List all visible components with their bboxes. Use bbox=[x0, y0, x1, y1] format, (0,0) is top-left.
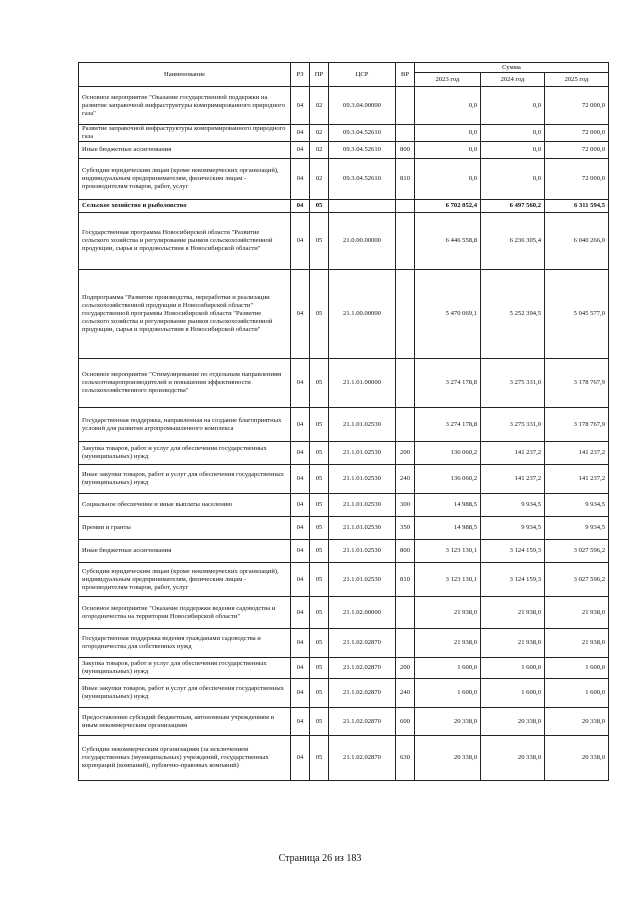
cell-pr: 05 bbox=[310, 736, 329, 781]
cell-vr bbox=[396, 200, 415, 213]
cell-2024: 0,0 bbox=[481, 87, 545, 125]
cell-2024: 9 934,5 bbox=[481, 517, 545, 540]
header-rz: РЗ bbox=[291, 63, 310, 87]
cell-vr: 810 bbox=[396, 159, 415, 200]
cell-csr: 21.1.01.02530 bbox=[329, 517, 396, 540]
table-row bbox=[79, 563, 609, 597]
cell-name: Иные бюджетные ассигнования bbox=[79, 142, 291, 159]
table-row bbox=[79, 465, 609, 494]
cell-name: Государственная поддержка ведения гражданами садоводства и огородничества для собственных нужд bbox=[79, 629, 291, 658]
cell-vr: 800 bbox=[396, 540, 415, 563]
cell-pr: 05 bbox=[310, 465, 329, 494]
table-row bbox=[79, 408, 609, 442]
cell-pr: 05 bbox=[310, 359, 329, 408]
cell-2024: 3 275 331,0 bbox=[481, 359, 545, 408]
cell-name: Премии и гранты bbox=[79, 517, 291, 540]
cell-2023: 6 446 558,8 bbox=[415, 213, 481, 270]
cell-name: Закупка товаров, работ и услуг для обеспечения государственных (муниципальных) нужд bbox=[79, 442, 291, 465]
cell-vr bbox=[396, 408, 415, 442]
cell-rz: 04 bbox=[291, 142, 310, 159]
cell-2025: 72 000,0 bbox=[545, 87, 609, 125]
cell-pr: 05 bbox=[310, 629, 329, 658]
cell-rz: 04 bbox=[291, 517, 310, 540]
cell-csr: 21.1.01.02530 bbox=[329, 465, 396, 494]
cell-rz: 04 bbox=[291, 213, 310, 270]
table-row bbox=[79, 213, 609, 270]
table-row bbox=[79, 629, 609, 658]
table-row bbox=[79, 540, 609, 563]
cell-2024: 21 938,0 bbox=[481, 629, 545, 658]
header-sum: Сумма bbox=[415, 63, 609, 73]
cell-2024: 3 124 159,3 bbox=[481, 540, 545, 563]
cell-2023: 14 988,5 bbox=[415, 494, 481, 517]
cell-vr: 800 bbox=[396, 142, 415, 159]
cell-2024: 6 236 305,4 bbox=[481, 213, 545, 270]
cell-csr: 09.3.04.00000 bbox=[329, 87, 396, 125]
cell-name: Социальное обеспечение и иные выплаты населению bbox=[79, 494, 291, 517]
cell-name: Основное мероприятие "Оказание государственной поддержки на развитие заправочной инфраструктуры компримированного природного газа" bbox=[79, 87, 291, 125]
cell-vr: 810 bbox=[396, 563, 415, 597]
cell-2025: 20 338,0 bbox=[545, 708, 609, 736]
cell-pr: 02 bbox=[310, 159, 329, 200]
cell-pr: 02 bbox=[310, 87, 329, 125]
cell-2025: 1 600,0 bbox=[545, 679, 609, 708]
cell-2025: 20 338,0 bbox=[545, 736, 609, 781]
cell-2024: 6 497 560,2 bbox=[481, 200, 545, 213]
cell-2023: 136 060,2 bbox=[415, 465, 481, 494]
cell-2024: 20 338,0 bbox=[481, 736, 545, 781]
cell-name: Закупка товаров, работ и услуг для обеспечения государственных (муниципальных) нужд bbox=[79, 658, 291, 679]
cell-pr: 05 bbox=[310, 408, 329, 442]
cell-2025: 21 938,0 bbox=[545, 597, 609, 629]
cell-csr: 09.3.04.52610 bbox=[329, 125, 396, 142]
cell-rz: 04 bbox=[291, 87, 310, 125]
cell-pr: 05 bbox=[310, 597, 329, 629]
cell-csr: 21.1.02.02870 bbox=[329, 658, 396, 679]
cell-2023: 6 702 052,4 bbox=[415, 200, 481, 213]
cell-2024: 1 600,0 bbox=[481, 679, 545, 708]
cell-csr: 09.3.04.52610 bbox=[329, 142, 396, 159]
cell-2024: 21 938,0 bbox=[481, 597, 545, 629]
header-csr: ЦСР bbox=[329, 63, 396, 87]
cell-rz: 04 bbox=[291, 125, 310, 142]
table-row bbox=[79, 517, 609, 540]
table-row bbox=[79, 159, 609, 200]
table-row bbox=[79, 494, 609, 517]
table-row bbox=[79, 679, 609, 708]
cell-2025: 141 237,2 bbox=[545, 465, 609, 494]
cell-2023: 3 274 178,8 bbox=[415, 359, 481, 408]
cell-csr: 09.3.04.52610 bbox=[329, 159, 396, 200]
cell-csr bbox=[329, 200, 396, 213]
cell-2023: 3 274 178,8 bbox=[415, 408, 481, 442]
cell-2024: 0,0 bbox=[481, 159, 545, 200]
cell-rz: 04 bbox=[291, 359, 310, 408]
cell-pr: 05 bbox=[310, 563, 329, 597]
cell-csr: 21.1.02.02870 bbox=[329, 679, 396, 708]
header-year-2024: 2024 год bbox=[481, 73, 545, 87]
cell-rz: 04 bbox=[291, 465, 310, 494]
budget-table bbox=[78, 62, 609, 781]
cell-vr bbox=[396, 270, 415, 359]
cell-pr: 05 bbox=[310, 679, 329, 708]
cell-2024: 3 275 331,0 bbox=[481, 408, 545, 442]
cell-csr: 21.1.01.02530 bbox=[329, 563, 396, 597]
cell-vr: 240 bbox=[396, 679, 415, 708]
cell-name: Субсидии юридическим лицам (кроме некоммерческих организаций), индивидуальным предпринимателям, физическим лицам - производителям товаров, работ, услуг bbox=[79, 563, 291, 597]
header-pr: ПР bbox=[310, 63, 329, 87]
cell-pr: 05 bbox=[310, 540, 329, 563]
cell-2024: 9 934,5 bbox=[481, 494, 545, 517]
cell-2023: 5 470 069,1 bbox=[415, 270, 481, 359]
table-row bbox=[79, 87, 609, 125]
cell-csr: 21.1.02.02870 bbox=[329, 629, 396, 658]
cell-rz: 04 bbox=[291, 708, 310, 736]
cell-csr: 21.1.01.00000 bbox=[329, 359, 396, 408]
cell-rz: 04 bbox=[291, 442, 310, 465]
cell-2025: 3 178 767,9 bbox=[545, 408, 609, 442]
cell-vr bbox=[396, 125, 415, 142]
cell-csr: 21.1.01.02530 bbox=[329, 408, 396, 442]
cell-vr: 600 bbox=[396, 708, 415, 736]
cell-2025: 9 934,5 bbox=[545, 517, 609, 540]
cell-vr: 200 bbox=[396, 442, 415, 465]
cell-name: Субсидии некоммерческим организациям (за исключением государственных (муниципальных) учреждений, государственных корпораций (компаний), публично-правовых компаний) bbox=[79, 736, 291, 781]
cell-name: Государственная поддержка, направленная на создание благоприятных условий для развития агропромышленного комплекса bbox=[79, 408, 291, 442]
cell-pr: 05 bbox=[310, 494, 329, 517]
page-number: Страница 26 из 183 bbox=[278, 853, 362, 864]
cell-rz: 04 bbox=[291, 736, 310, 781]
cell-rz: 04 bbox=[291, 540, 310, 563]
cell-pr: 05 bbox=[310, 200, 329, 213]
cell-vr: 240 bbox=[396, 465, 415, 494]
cell-rz: 04 bbox=[291, 159, 310, 200]
cell-csr: 21.1.02.02870 bbox=[329, 708, 396, 736]
cell-name: Субсидии юридическим лицам (кроме некоммерческих организаций), индивидуальным предпринимателям, физическим лицам - производителям товаров, работ, услуг bbox=[79, 159, 291, 200]
cell-pr: 05 bbox=[310, 517, 329, 540]
cell-2025: 72 000,0 bbox=[545, 142, 609, 159]
cell-csr: 21.1.01.02530 bbox=[329, 540, 396, 563]
header-year-2023: 2023 год bbox=[415, 73, 481, 87]
cell-pr: 05 bbox=[310, 708, 329, 736]
cell-2023: 20 338,0 bbox=[415, 708, 481, 736]
cell-rz: 04 bbox=[291, 200, 310, 213]
cell-2025: 141 237,2 bbox=[545, 442, 609, 465]
cell-vr bbox=[396, 87, 415, 125]
cell-2023: 20 338,0 bbox=[415, 736, 481, 781]
cell-rz: 04 bbox=[291, 270, 310, 359]
cell-vr: 300 bbox=[396, 494, 415, 517]
table-row bbox=[79, 736, 609, 781]
cell-name: Иные закупки товаров, работ и услуг для обеспечения государственных (муниципальных) нужд bbox=[79, 679, 291, 708]
cell-2025: 1 600,0 bbox=[545, 658, 609, 679]
cell-rz: 04 bbox=[291, 494, 310, 517]
cell-2025: 72 000,0 bbox=[545, 125, 609, 142]
cell-pr: 05 bbox=[310, 270, 329, 359]
cell-2025: 21 938,0 bbox=[545, 629, 609, 658]
cell-name: Основное мероприятие "Стимулирование по отдельным направлениям сельхозтоваропроизводителей и повышения эффективности сельскохозяйственного производства" bbox=[79, 359, 291, 408]
cell-2024: 5 252 394,5 bbox=[481, 270, 545, 359]
cell-2024: 0,0 bbox=[481, 125, 545, 142]
cell-pr: 05 bbox=[310, 213, 329, 270]
cell-2023: 14 988,5 bbox=[415, 517, 481, 540]
table-row bbox=[79, 708, 609, 736]
cell-rz: 04 bbox=[291, 408, 310, 442]
cell-2023: 21 938,0 bbox=[415, 597, 481, 629]
cell-2025: 3 027 596,2 bbox=[545, 563, 609, 597]
cell-2025: 3 178 767,9 bbox=[545, 359, 609, 408]
cell-pr: 05 bbox=[310, 658, 329, 679]
cell-2024: 0,0 bbox=[481, 142, 545, 159]
cell-rz: 04 bbox=[291, 563, 310, 597]
cell-2025: 6 311 594,5 bbox=[545, 200, 609, 213]
cell-2023: 136 060,2 bbox=[415, 442, 481, 465]
header-vr: ВР bbox=[396, 63, 415, 87]
cell-name: Основное мероприятие "Оказание поддержки ведения садоводства и огородничества на территории Новосибирской области" bbox=[79, 597, 291, 629]
cell-csr: 21.1.02.02870 bbox=[329, 736, 396, 781]
cell-rz: 04 bbox=[291, 658, 310, 679]
table-row bbox=[79, 442, 609, 465]
table-row bbox=[79, 597, 609, 629]
cell-vr: 350 bbox=[396, 517, 415, 540]
cell-2023: 21 938,0 bbox=[415, 629, 481, 658]
cell-pr: 05 bbox=[310, 442, 329, 465]
cell-2024: 20 338,0 bbox=[481, 708, 545, 736]
cell-pr: 02 bbox=[310, 125, 329, 142]
cell-2025: 6 040 266,0 bbox=[545, 213, 609, 270]
cell-rz: 04 bbox=[291, 629, 310, 658]
header-year-2025: 2025 год bbox=[545, 73, 609, 87]
cell-vr: 200 bbox=[396, 658, 415, 679]
cell-rz: 04 bbox=[291, 597, 310, 629]
table-body bbox=[79, 87, 609, 781]
cell-name: Иные бюджетные ассигнования bbox=[79, 540, 291, 563]
cell-2024: 3 124 159,3 bbox=[481, 563, 545, 597]
cell-2023: 1 600,0 bbox=[415, 679, 481, 708]
cell-2025: 3 027 596,2 bbox=[545, 540, 609, 563]
cell-vr bbox=[396, 597, 415, 629]
cell-2025: 72 000,0 bbox=[545, 159, 609, 200]
cell-2024: 141 237,2 bbox=[481, 442, 545, 465]
cell-csr: 21.1.00.00000 bbox=[329, 270, 396, 359]
cell-vr bbox=[396, 359, 415, 408]
cell-csr: 21.0.00.00000 bbox=[329, 213, 396, 270]
table-row bbox=[79, 270, 609, 359]
cell-2023: 0,0 bbox=[415, 87, 481, 125]
table-row bbox=[79, 142, 609, 159]
cell-csr: 21.1.02.00000 bbox=[329, 597, 396, 629]
table-row bbox=[79, 359, 609, 408]
budget-table-container bbox=[78, 62, 608, 781]
cell-pr: 02 bbox=[310, 142, 329, 159]
cell-2023: 3 123 130,1 bbox=[415, 563, 481, 597]
header-name: Наименование bbox=[79, 63, 291, 87]
cell-2023: 0,0 bbox=[415, 142, 481, 159]
table-row bbox=[79, 658, 609, 679]
cell-2023: 1 600,0 bbox=[415, 658, 481, 679]
cell-csr: 21.1.01.02530 bbox=[329, 494, 396, 517]
cell-rz: 04 bbox=[291, 679, 310, 708]
cell-name: Предоставление субсидий бюджетным, автономным учреждениям и иным некоммерческим организациям bbox=[79, 708, 291, 736]
cell-name: Сельское хозяйство и рыболовство bbox=[79, 200, 291, 213]
cell-2025: 5 045 577,0 bbox=[545, 270, 609, 359]
cell-2023: 0,0 bbox=[415, 159, 481, 200]
cell-vr: 630 bbox=[396, 736, 415, 781]
cell-csr: 21.1.01.02530 bbox=[329, 442, 396, 465]
cell-name: Развитие заправочной инфраструктуры компримированного природного газа bbox=[79, 125, 291, 142]
cell-2023: 3 123 130,1 bbox=[415, 540, 481, 563]
table-row bbox=[79, 125, 609, 142]
cell-name: Подпрограмма "Развитие производства, переработки и реализации сельскохозяйственной продукции в Новосибирской области" государственной программы Новосибирской области "Развитие сельского хозяйства и регулирование рынков сельскохозяйственной продукции, сырья и продовольствия в Новосибирской области" bbox=[79, 270, 291, 359]
cell-2025: 9 934,5 bbox=[545, 494, 609, 517]
cell-2024: 1 600,0 bbox=[481, 658, 545, 679]
cell-name: Иные закупки товаров, работ и услуг для обеспечения государственных (муниципальных) нужд bbox=[79, 465, 291, 494]
cell-vr bbox=[396, 629, 415, 658]
cell-name: Государственная программа Новосибирской области "Развитие сельского хозяйства и регулирование рынков сельскохозяйственной продукции, сырья и продовольствия в Новосибирской области" bbox=[79, 213, 291, 270]
cell-2023: 0,0 bbox=[415, 125, 481, 142]
cell-vr bbox=[396, 213, 415, 270]
cell-2024: 141 237,2 bbox=[481, 465, 545, 494]
table-row bbox=[79, 200, 609, 213]
